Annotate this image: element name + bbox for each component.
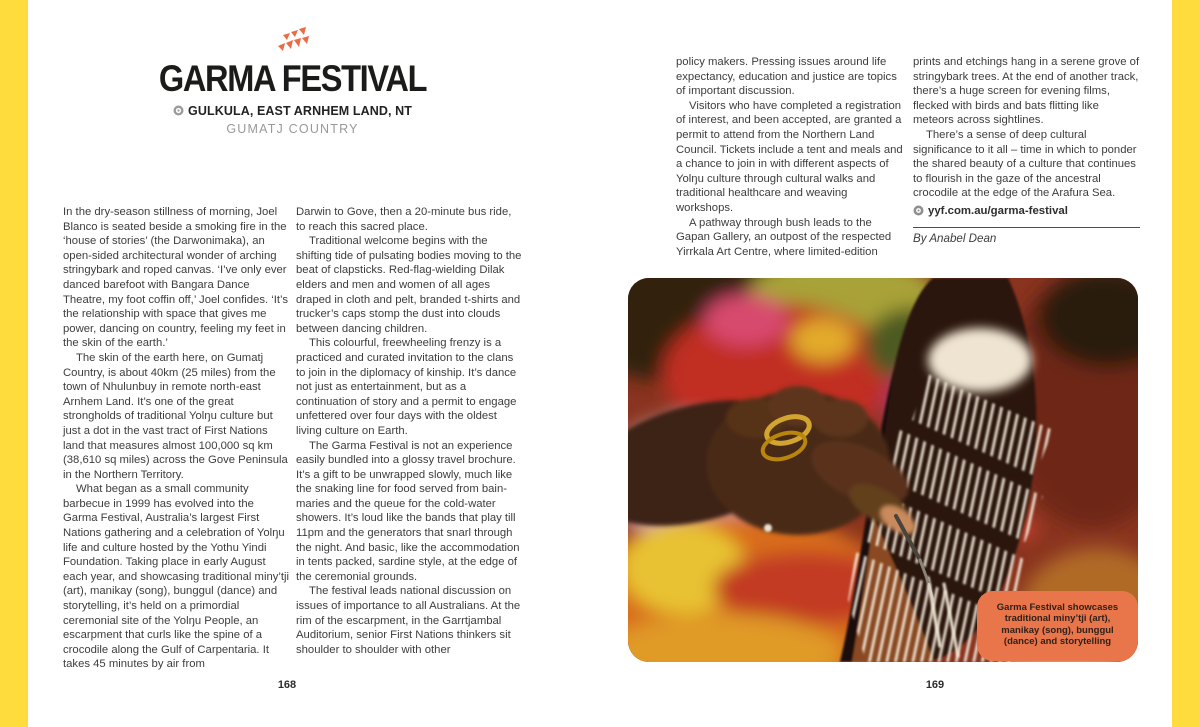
paragraph: This colourful, freewheeling frenzy is a practiced and curated invitation to the clans to join in the diplomacy of kinship. It’s dance not just as entertainment, but as a continuation of story and a permit to engage unfettered over four days with the oldest living culture on Earth. — [296, 337, 517, 437]
page-number-right: 169 — [925, 679, 945, 691]
location-marker-icon — [173, 105, 184, 119]
paragraph: What began as a small community barbecue in 1999 has evolved into the Garma Festival, Australia’s largest First Nations gathering and a celebration of Yolŋu life and culture hosted by the Yothu Yindi Foundation. Taking place in early August each year, and showcasing traditional miny’tji (art), manikay (song), bunggul (dance) and storytelling, it’s held on a primordial ceremonial site of the Yolŋu People, an escarpment that curls like the spine of a crocodile along the Gulf of Carpentaria. It takes 45 minutes by air from — [63, 483, 290, 671]
paragraph: policy makers. Pressing issues around life expectancy, education and justice are topics of important discussion. — [676, 56, 897, 98]
paragraph: A pathway through bush leads to the Gapan Gallery, an outpost of the respected Yirrkala Art Centre, where limited-edition — [676, 216, 892, 258]
website-url: yyf.com.au/garma-festival — [928, 204, 1068, 217]
bunting-flags-icon — [63, 26, 522, 56]
left-yellow-band — [0, 0, 28, 727]
paragraph: Darwin to Gove, then a 20-minute bus ride, to reach this sacred place. — [296, 206, 512, 233]
paragraph: Traditional welcome begins with the shifting tide of pulsating bodies moving to the beat of clapsticks. Red-flag-wielding Dilak elders and men and women of all ages draped in cloth and pelt, branded t-shirts and trucker’s caps stomp the dust into clouds between dancing children. — [296, 235, 522, 335]
paragraph: The Garma Festival is not an experience easily bundled into a glossy travel brochure. It’s a gift to be unwrapped slowly, much like the snaking line for food served from bain-maries and the queue for the cold-water showers. It’s loud like the bands that play till 11pm and the generators that snarl through the night. And basic, like the accommodation in tents packed, sardine style, at the edge of the ceremonial grounds. — [296, 439, 520, 583]
website-link[interactable] — [913, 204, 1140, 221]
paragraph: Visitors who have completed a registration of interest, and been accepted, are granted a permit to attend from the Northern Land Council. Tickets include a tent and meals and a chance to join in with different aspects of Yolŋu culture through cultural walks and traditional healthcare and weaving workshops. — [676, 99, 903, 214]
website-globe-icon — [913, 205, 924, 221]
article-column-4 — [913, 55, 1140, 246]
article-header — [63, 26, 522, 136]
paragraph: The skin of the earth here, on Gumatj Country, is about 40km (25 miles) from the town of Nhulunbuy in remote north-east Arnhem Land. It’s one of the great strongholds of traditional Yolŋu culture but just a dot in the vast tract of First Nations land that measures almost 100,000 sq km (38,610 sq miles) across the Gove Peninsula in the Northern Territory. — [63, 351, 288, 481]
paragraph: In the dry-season stillness of morning, Joel Blanco is seated beside a smoking fire in the ‘house of stories’ (the Darwonimaka), an open-sided architectural wonder of arching stringybark and roped canvas. ‘I’ve only ever danced barefoot with Bangara Dance Theatre, my foot coffin off,’ Joel confides. ‘It’s the relationship with space that gives me power, dancing on country, feeling my feet in the skin of the earth.’ — [63, 206, 289, 350]
article-column-3 — [676, 55, 903, 259]
author-byline: By Anabel Dean — [913, 231, 997, 245]
page-number-left: 168 — [277, 679, 297, 691]
paragraph: prints and etchings hang in a serene grove of stringybark trees. At the end of another track, there’s a huge screen for evening films, flecked with birds and bats flitting like meteors across sightlines. — [913, 56, 1140, 127]
page-title: GARMA FESTIVAL — [158, 58, 427, 99]
country-text: GUMATJ COUNTRY — [226, 122, 359, 136]
byline-divider — [913, 227, 1140, 228]
paragraph: The festival leads national discussion on issues of importance to all Australians. At the rim of the escarpment, in the Garrtjambal Auditorium, senior First Nations thinkers sit shoulder to shoulder with other — [296, 585, 521, 656]
article-column-1 — [63, 205, 290, 672]
photo-hand-painting — [628, 278, 1138, 662]
paragraph: There’s a sense of deep cultural significance to it all – time in which to ponder the shared beauty of a culture that continues to flourish in the gaze of the ancestral crocodile at the edge of the Arafura Sea. — [913, 128, 1137, 200]
location-text: GULKULA, EAST ARNHEM LAND, NT — [188, 104, 412, 118]
right-yellow-band — [1172, 0, 1200, 727]
article-column-2 — [296, 205, 523, 657]
photo-caption: Garma Festival showcases traditional miny’tji (art), manikay (song), bunggul (dance) and storytelling — [977, 591, 1138, 661]
location-line — [63, 104, 522, 119]
